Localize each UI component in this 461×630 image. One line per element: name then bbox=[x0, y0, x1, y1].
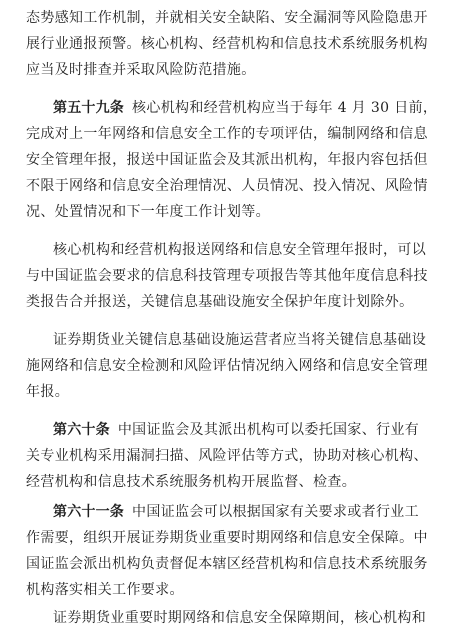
document-line: 作需要，组织开展证券期货业重要时期网络和信息安全保障。中 bbox=[26, 530, 428, 546]
article-61-heading: 第六十一条 bbox=[53, 504, 124, 520]
document-line: 类报告合并报送，关键信息基础设施安全保护年度计划除外。 bbox=[26, 294, 414, 310]
article-61-text: 中国证监会可以根据国家有关要求或者行业工 bbox=[132, 504, 419, 520]
article-59-heading: 第五十九条 bbox=[53, 100, 124, 116]
article-59-line bbox=[53, 96, 444, 120]
article-60-text: 中国证监会及其派出机构可以委托国家、行业有 bbox=[117, 422, 420, 438]
document-line: 机构落实相关工作要求。 bbox=[26, 582, 184, 598]
document-line: 年报。 bbox=[26, 384, 70, 400]
article-59-text: 核心机构和经营机构应当于每年 4 月 30 日前， bbox=[132, 100, 438, 116]
article-61-line bbox=[53, 500, 444, 524]
article-60-heading: 第六十条 bbox=[53, 422, 110, 438]
document-line: 施网络和信息安全检测和风险评估情况纳入网络和信息安全管理 bbox=[26, 358, 428, 374]
document-line: 与中国证监会要求的信息科技管理专项报告等其他年度信息科技 bbox=[26, 268, 428, 284]
paragraph-line: 证券期货业重要时期网络和信息安全保障期间，核心机构和 bbox=[53, 610, 427, 626]
document-line: 国证监会派出机构负责督促本辖区经营机构和信息技术系统服务 bbox=[26, 556, 428, 572]
document-line: 关专业机构采用漏洞扫描、风险评估等方式，协助对核心机构、 bbox=[26, 448, 428, 464]
article-60-line bbox=[53, 418, 444, 442]
document-line: 不限于网络和信息安全治理情况、人员情况、投入情况、风险情 bbox=[26, 178, 428, 194]
document-line: 况、处置情况和下一年度工作计划等。 bbox=[26, 204, 270, 220]
document-line: 态势感知工作机制，并就相关安全缺陷、安全漏洞等风险隐患开 bbox=[26, 10, 428, 26]
document-line: 经营机构和信息技术系统服务机构开展监督、检查。 bbox=[26, 474, 357, 490]
document-line: 安全管理年报，报送中国证监会及其派出机构，年报内容包括但 bbox=[26, 152, 428, 168]
document-line: 展行业通报预警。核心机构、经营机构和信息技术系统服务机构 bbox=[26, 36, 428, 52]
paragraph-line: 证券期货业关键信息基础设施运营者应当将关键信息基础设 bbox=[53, 332, 427, 348]
document-line: 应当及时排查并采取风险防范措施。 bbox=[26, 62, 256, 78]
document-line: 完成对上一年网络和信息安全工作的专项评估，编制网络和信息 bbox=[26, 126, 428, 142]
paragraph-line: 核心机构和经营机构报送网络和信息安全管理年报时，可以 bbox=[53, 242, 427, 258]
